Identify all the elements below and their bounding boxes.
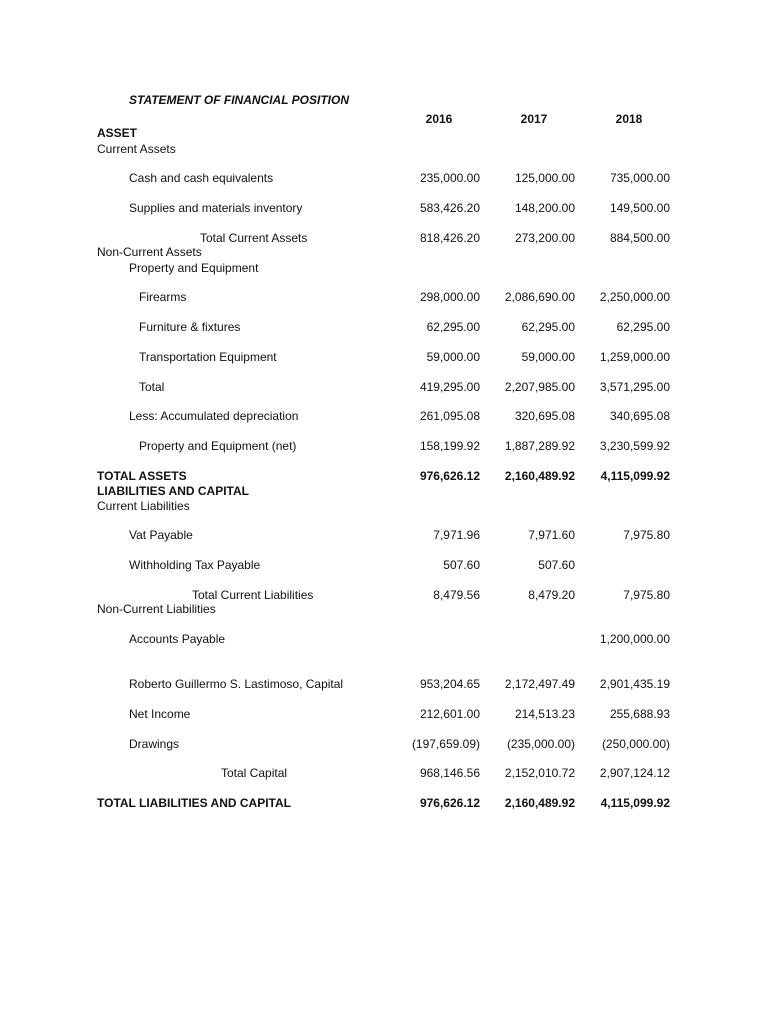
- net-income-2016: 212,601.00: [419, 707, 480, 721]
- liab-capital-heading: LIABILITIES AND CAPITAL: [97, 484, 249, 498]
- total-liab-capital-2018: 4,115,099.92: [600, 796, 670, 810]
- transportation-2018: 1,259,000.00: [599, 350, 670, 364]
- transportation-label: Transportation Equipment: [139, 350, 277, 364]
- capital-label: Roberto Guillermo S. Lastimoso, Capital: [129, 677, 344, 691]
- total-assets-2017: 2,160,489.92: [504, 469, 575, 483]
- accum-dep-2016: 261,095.08: [419, 409, 480, 423]
- supplies-2017: 148,200.00: [514, 201, 575, 215]
- drawings-2017: (235,000.00): [506, 737, 575, 751]
- furniture-2016: 62,295.00: [426, 320, 480, 334]
- ppe-total-2018: 3,571,295.00: [599, 380, 670, 394]
- total-current-assets-label: Total Current Assets: [200, 231, 308, 245]
- capital-2017: 2,172,497.49: [504, 677, 575, 691]
- ppe-net-2016: 158,199.92: [419, 439, 480, 453]
- non-current-liabilities-heading: Non-Current Liabilities: [97, 602, 216, 616]
- net-income-2017: 214,513.23: [514, 707, 575, 721]
- year-2017-header: 2017: [520, 112, 548, 126]
- vat-label: Vat Payable: [129, 528, 193, 542]
- cash-2018: 735,000.00: [609, 171, 670, 185]
- current-liabilities-heading: Current Liabilities: [97, 499, 190, 513]
- withholding-label: Withholding Tax Payable: [129, 558, 261, 572]
- ppe-net-2018: 3,230,599.92: [599, 439, 670, 453]
- vat-2016: 7,971.96: [433, 528, 480, 542]
- accounts-payable-label: Accounts Payable: [129, 632, 226, 646]
- net-income-2018: 255,688.93: [609, 707, 670, 721]
- withholding-2016: 507.60: [443, 558, 480, 572]
- furniture-2017: 62,295.00: [521, 320, 575, 334]
- accounts-payable-2018: 1,200,000.00: [599, 632, 670, 646]
- capital-2018: 2,901,435.19: [599, 677, 670, 691]
- firearms-2017: 2,086,690.00: [504, 290, 575, 304]
- ppe-net-2017: 1,887,289.92: [504, 439, 575, 453]
- drawings-label: Drawings: [129, 737, 180, 751]
- vat-2017: 7,971.60: [528, 528, 575, 542]
- cash-2017: 125,000.00: [514, 171, 575, 185]
- non-current-assets-heading: Non-Current Assets: [97, 245, 202, 259]
- total-current-liabilities-2018: 7,975.80: [623, 588, 670, 602]
- capital-2016: 953,204.65: [419, 677, 480, 691]
- accum-dep-2017: 320,695.08: [514, 409, 575, 423]
- transportation-2016: 59,000.00: [426, 350, 480, 364]
- total-current-liabilities-label: Total Current Liabilities: [192, 588, 314, 602]
- ppe-heading: Property and Equipment: [129, 261, 259, 275]
- drawings-2018: (250,000.00): [601, 737, 670, 751]
- total-liab-capital-2016: 976,626.12: [419, 796, 480, 810]
- vat-2018: 7,975.80: [623, 528, 670, 542]
- total-capital-label: Total Capital: [221, 766, 288, 780]
- total-assets-label: TOTAL ASSETS: [97, 469, 187, 483]
- year-2016-header: 2016: [425, 112, 453, 126]
- ppe-total-2016: 419,295.00: [419, 380, 480, 394]
- total-current-liabilities-2017: 8,479.20: [528, 588, 575, 602]
- year-2018-header: 2018: [615, 112, 643, 126]
- supplies-label: Supplies and materials inventory: [129, 201, 303, 215]
- accum-dep-2018: 340,695.08: [609, 409, 670, 423]
- firearms-2016: 298,000.00: [419, 290, 480, 304]
- firearms-label: Firearms: [139, 290, 187, 304]
- supplies-2018: 149,500.00: [609, 201, 670, 215]
- total-capital-2018: 2,907,124.12: [599, 766, 670, 780]
- total-capital-2017: 2,152,010.72: [504, 766, 575, 780]
- accum-dep-label: Less: Accumulated depreciation: [129, 409, 299, 423]
- firearms-2018: 2,250,000.00: [599, 290, 670, 304]
- total-current-liabilities-2016: 8,479.56: [433, 588, 480, 602]
- transportation-2017: 59,000.00: [521, 350, 575, 364]
- statement-title: STATEMENT OF FINANCIAL POSITION: [129, 93, 349, 107]
- furniture-2018: 62,295.00: [616, 320, 670, 334]
- net-income-label: Net Income: [129, 707, 191, 721]
- total-assets-2016: 976,626.12: [419, 469, 480, 483]
- total-assets-2018: 4,115,099.92: [600, 469, 670, 483]
- drawings-2016: (197,659.09): [411, 737, 480, 751]
- total-capital-2016: 968,146.56: [419, 766, 480, 780]
- total-liab-capital-label: TOTAL LIABILITIES AND CAPITAL: [97, 796, 291, 810]
- supplies-2016: 583,426.20: [419, 201, 480, 215]
- total-current-assets-2018: 884,500.00: [609, 231, 670, 245]
- cash-2016: 235,000.00: [419, 171, 480, 185]
- asset-heading: ASSET: [97, 126, 138, 140]
- total-liab-capital-2017: 2,160,489.92: [504, 796, 575, 810]
- total-current-assets-2016: 818,426.20: [419, 231, 480, 245]
- current-assets-heading: Current Assets: [97, 142, 176, 156]
- total-current-assets-2017: 273,200.00: [514, 231, 575, 245]
- ppe-net-label: Property and Equipment (net): [139, 439, 297, 453]
- withholding-2017: 507.60: [538, 558, 575, 572]
- ppe-total-2017: 2,207,985.00: [504, 380, 575, 394]
- cash-label: Cash and cash equivalents: [129, 171, 274, 185]
- ppe-total-label: Total: [139, 380, 165, 394]
- furniture-label: Furniture & fixtures: [139, 320, 241, 334]
